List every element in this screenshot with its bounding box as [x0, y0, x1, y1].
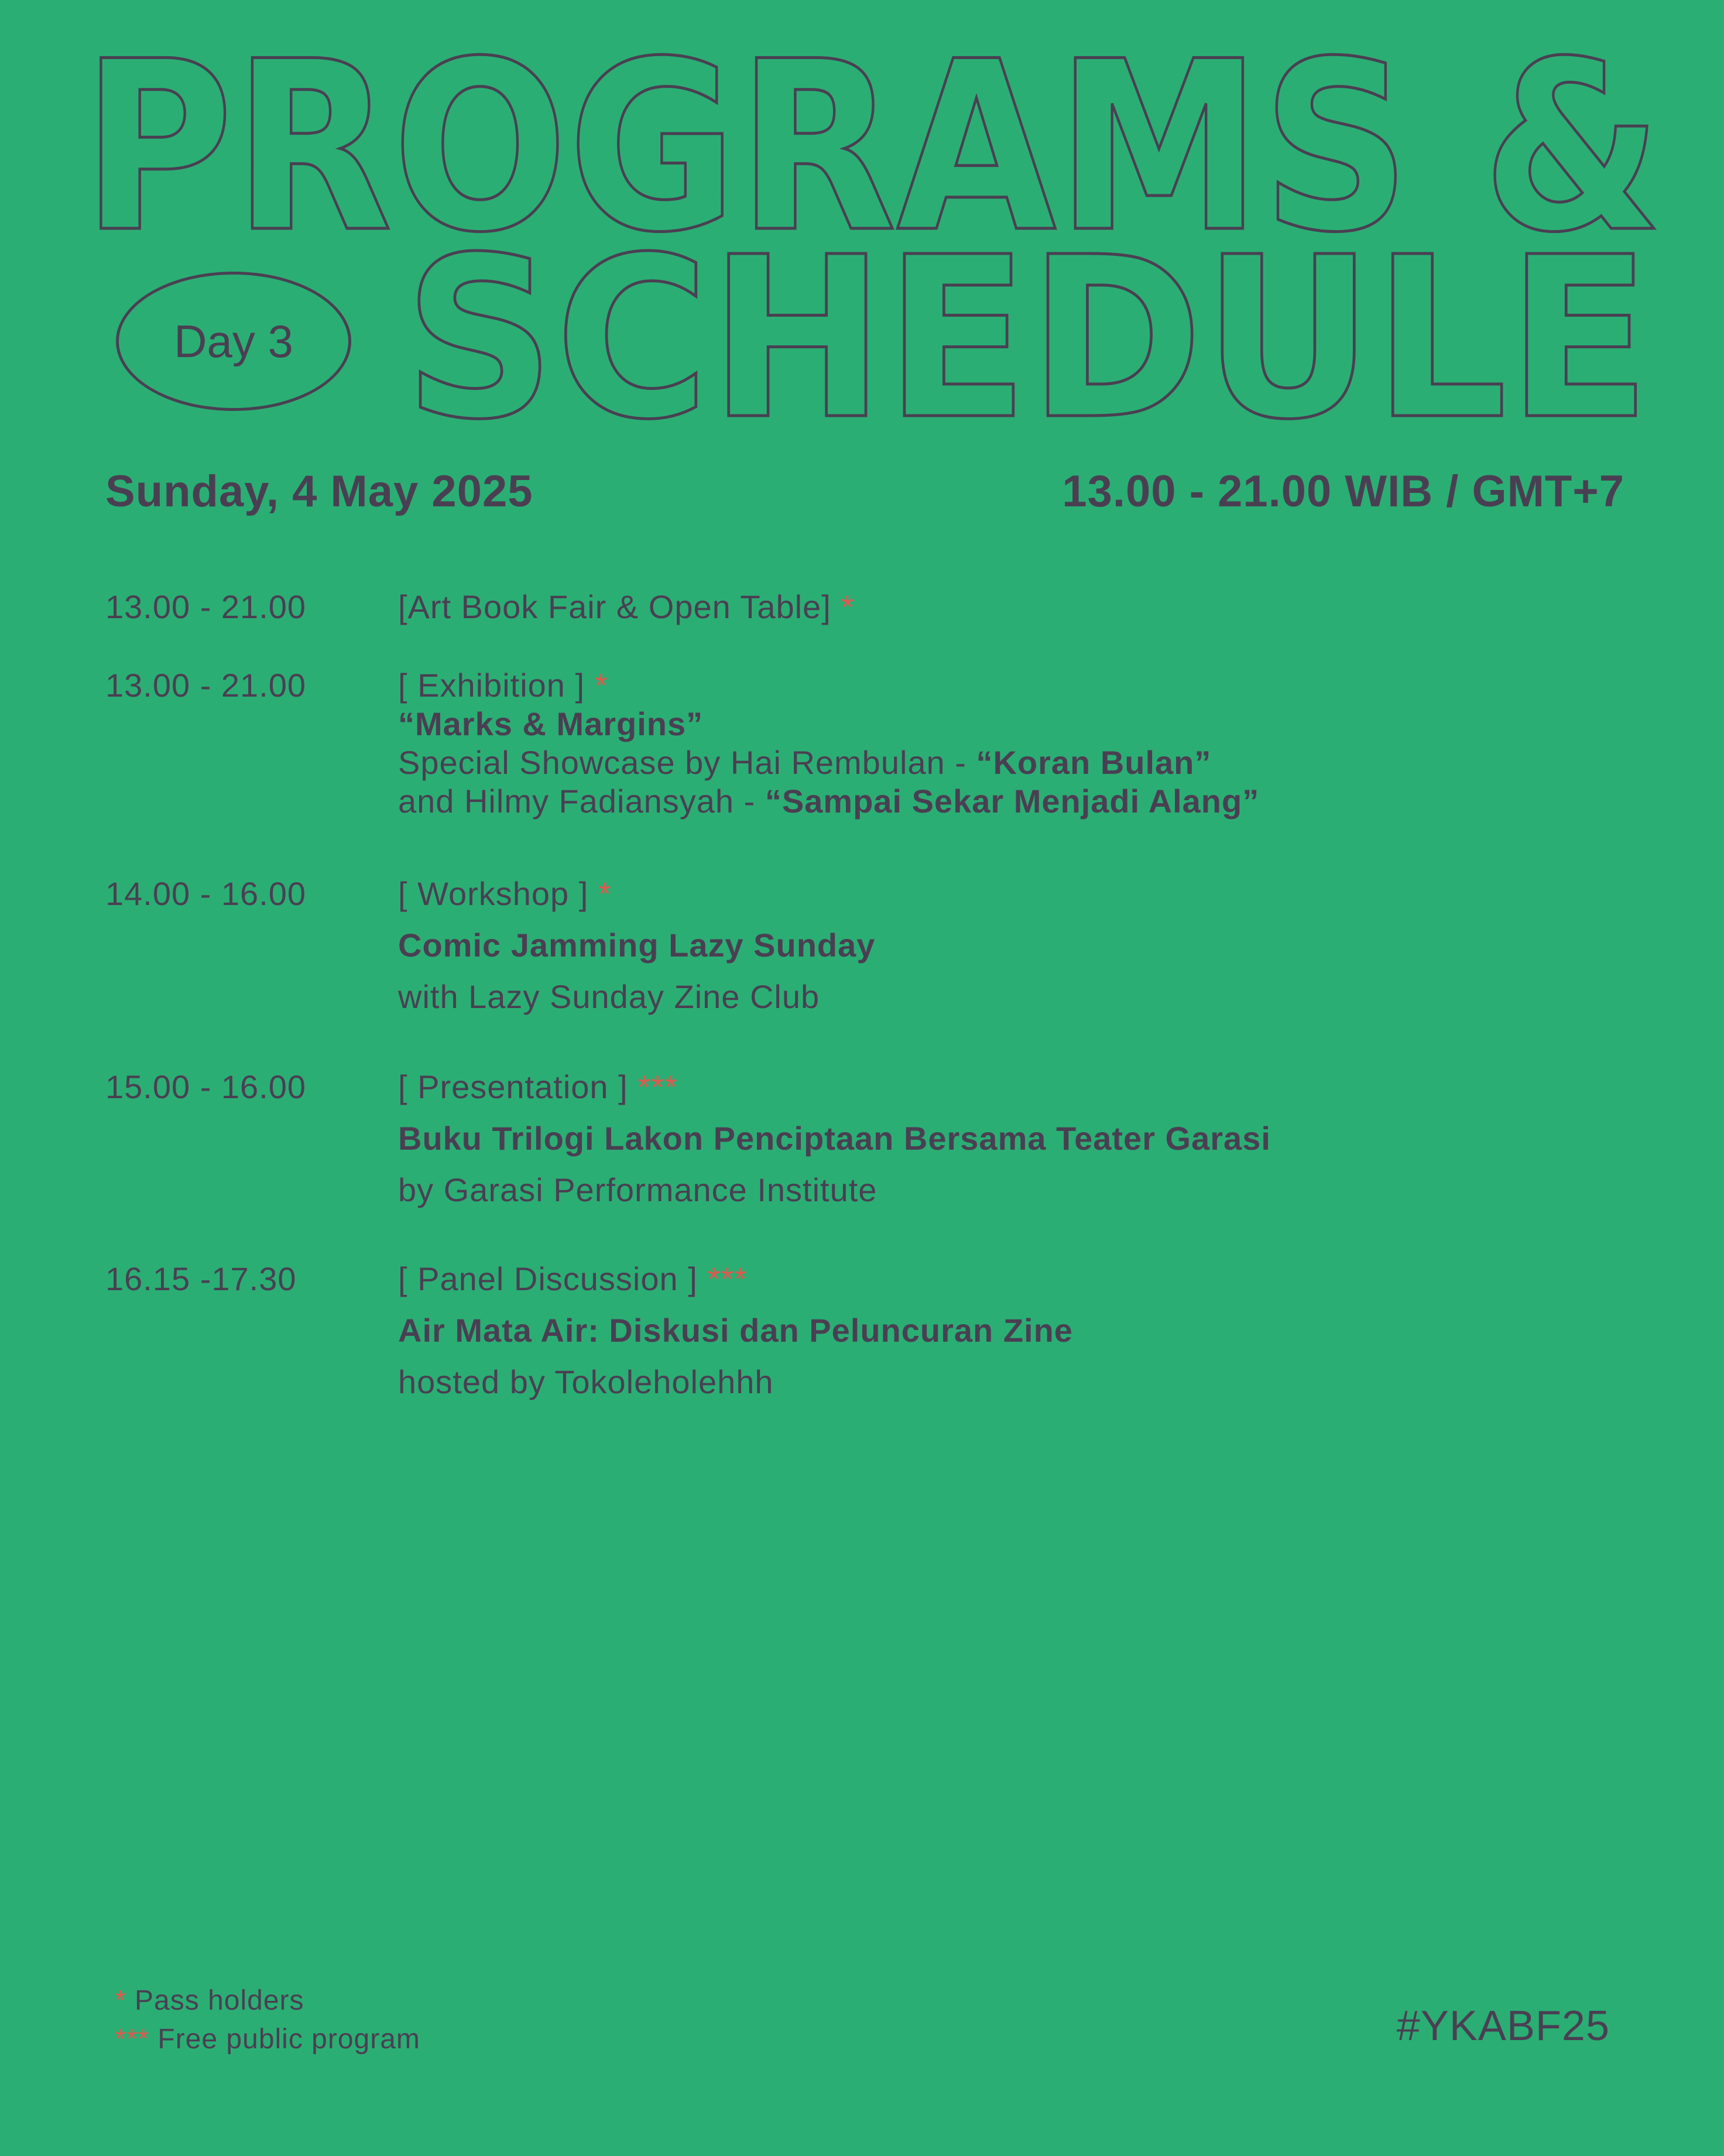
- schedule-content: [398, 666, 1627, 820]
- program-description: [398, 782, 1627, 820]
- category-label: [ Panel Discussion ]: [398, 1260, 698, 1297]
- program-title: Comic Jamming Lazy Sunday: [398, 927, 876, 964]
- schedule-content: [398, 875, 1627, 1016]
- work-title: “Koran Bulan”: [976, 744, 1212, 781]
- title-schedule: [404, 209, 1651, 468]
- legend-marker: *: [115, 1985, 126, 2016]
- program-title: Buku Trilogi Lakon Penciptaan Bersama Teater Garasi: [398, 1120, 1271, 1157]
- category-label: [ Workshop ]: [398, 875, 589, 912]
- schedule-content: [398, 588, 1627, 626]
- category-label: [ Exhibition ]: [398, 667, 585, 704]
- category-label: [ Presentation ]: [398, 1068, 628, 1105]
- legend-label: Free public program: [157, 2024, 420, 2055]
- event-hours: 13.00 - 21.00 WIB / GMT+7: [1062, 467, 1624, 516]
- access-marker: ***: [637, 1068, 678, 1105]
- hashtag: #YKABF25: [1396, 2003, 1610, 2049]
- program-host: with Lazy Sunday Zine Club: [398, 978, 820, 1015]
- schedule-time: 13.00 - 21.00: [105, 588, 307, 625]
- schedule-category: [398, 588, 1627, 626]
- schedule-category: [398, 875, 1627, 926]
- program-host: by Garasi Performance Institute: [398, 1171, 878, 1208]
- schedule-category: [398, 1260, 1627, 1311]
- legend-free-program: [115, 2023, 420, 2055]
- schedule-content: [398, 1260, 1627, 1401]
- schedule-time: 14.00 - 16.00: [105, 875, 307, 912]
- event-date: Sunday, 4 May 2025: [105, 467, 533, 516]
- program-title: Air Mata Air: Diskusi dan Peluncuran Zine: [398, 1312, 1073, 1349]
- legend-pass-holders: [115, 1984, 304, 2017]
- schedule-time: 15.00 - 16.00: [105, 1068, 307, 1105]
- title-line-2-text: SCHEDULE: [404, 209, 1651, 468]
- schedule-category: [398, 1068, 1627, 1119]
- category-label: [Art Book Fair & Open Table]: [398, 588, 831, 625]
- schedule-time: 13.00 - 21.00: [105, 667, 307, 704]
- work-title: “Sampai Sekar Menjadi Alang”: [765, 783, 1260, 820]
- access-marker: *: [841, 588, 855, 625]
- access-marker: *: [598, 875, 612, 912]
- description-text: Special Showcase by Hai Rembulan -: [398, 744, 976, 781]
- schedule-category: [398, 666, 1627, 705]
- program-title: “Marks & Margins”: [398, 705, 704, 742]
- description-text: and Hilmy Fadiansyah -: [398, 783, 765, 820]
- legend-label: Pass holders: [135, 1985, 304, 2016]
- title-line-1-text: PROGRAMS &: [82, 12, 1663, 284]
- legend-marker: ***: [115, 2024, 150, 2055]
- program-host: hosted by Tokoleholehhh: [398, 1363, 774, 1400]
- schedule-time: 16.15 -17.30: [105, 1260, 297, 1297]
- day-badge: Day 3: [116, 272, 351, 411]
- access-marker: ***: [707, 1260, 748, 1297]
- program-description: [398, 743, 1627, 782]
- access-marker: *: [594, 667, 608, 704]
- schedule-content: [398, 1068, 1627, 1209]
